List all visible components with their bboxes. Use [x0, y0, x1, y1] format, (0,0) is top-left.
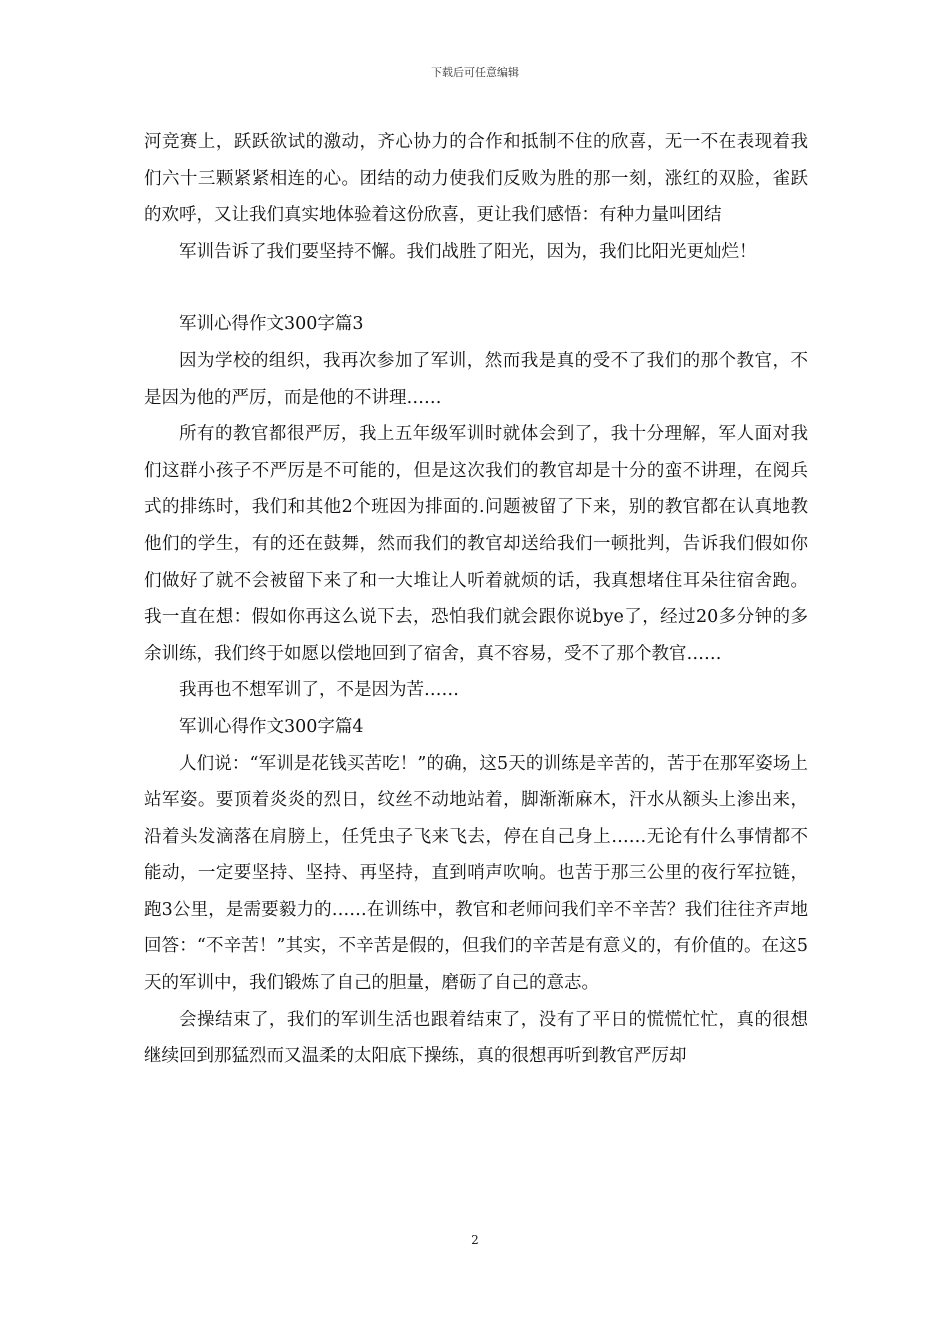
section-heading: 军训心得作文300字篇4 [179, 716, 364, 737]
paragraph-continued: 河竞赛上，跃跃欲试的激动，齐心协力的合作和抵制不住的欣喜，无一不在表现着我们六十三颗紧紧相连的心。团结的动力使我们反败为胜的那一刻，涨红的双脸，雀跃的欢呼，又让我们真实地体验着这份欣喜，更让我们感悟：有种力量叫团结 [144, 132, 808, 226]
paragraph: 军训告诉了我们要坚持不懈。我们战胜了阳光，因为，我们比阳光更灿烂！ [179, 241, 757, 262]
paragraph: 会操结束了，我们的军训生活也跟着结束了，没有了平日的慌慌忙忙，真的很想继续回到那猛烈而又温柔的太阳底下操练，真的很想再听到教官严厉却 [144, 1009, 808, 1067]
paragraph: 因为学校的组织，我再次参加了军训，然而我是真的受不了我们的那个教官，不是因为他的严厉，而是他的不讲理…… [144, 350, 808, 408]
document-body [144, 124, 808, 1075]
paragraph: 所有的教官都很严厉，我上五年级军训时就体会到了，我十分理解，军人面对我们这群小孩子不严厉是不可能的，但是这次我们的教官却是十分的蛮不讲理，在阅兵式的排练时，我们和其他2个班因为排面的.问题被留了下来，别的教官都在认真地教他们的学生，有的还在鼓舞，然而我们的教官却送给我们一顿批判，告诉我们假如你们做好了就不会被留下来了和一大堆让人听着就烦的话，我真想堵住耳朵往宿舍跑。我一直在想：假如你再这么说下去，恐怕我们就会跟你说bye了，经过20多分钟的多余训练，我们终于如愿以偿地回到了宿舍，真不容易，受不了那个教官…… [144, 424, 808, 664]
paragraph: 人们说：“军训是花钱买苦吃！”的确，这5天的训练是辛苦的，苦于在那军姿场上站军姿。要顶着炎炎的烈日，纹丝不动地站着，脚渐渐麻木，汗水从额头上渗出来，沿着头发滴落在肩膀上，任凭虫子飞来飞去，停在自己身上……无论有什么事情都不能动，一定要坚持、坚持、再坚持，直到哨声吹响。也苦于那三公里的夜行军拉链，跑3公里，是需要毅力的……在训练中，教官和老师问我们辛不辛苦？我们往往齐声地回答：“不辛苦！”其实，不辛苦是假的，但我们的辛苦是有意义的，有价值的。在这5天的军训中，我们锻炼了自己的胆量，磨砺了自己的意志。 [144, 753, 808, 994]
page-number: 2 [471, 1233, 479, 1247]
page-header-note: 下载后可任意编辑 [431, 66, 519, 79]
section-heading: 军训心得作文300字篇3 [179, 314, 364, 335]
paragraph: 我再也不想军训了，不是因为苦…… [179, 680, 459, 701]
